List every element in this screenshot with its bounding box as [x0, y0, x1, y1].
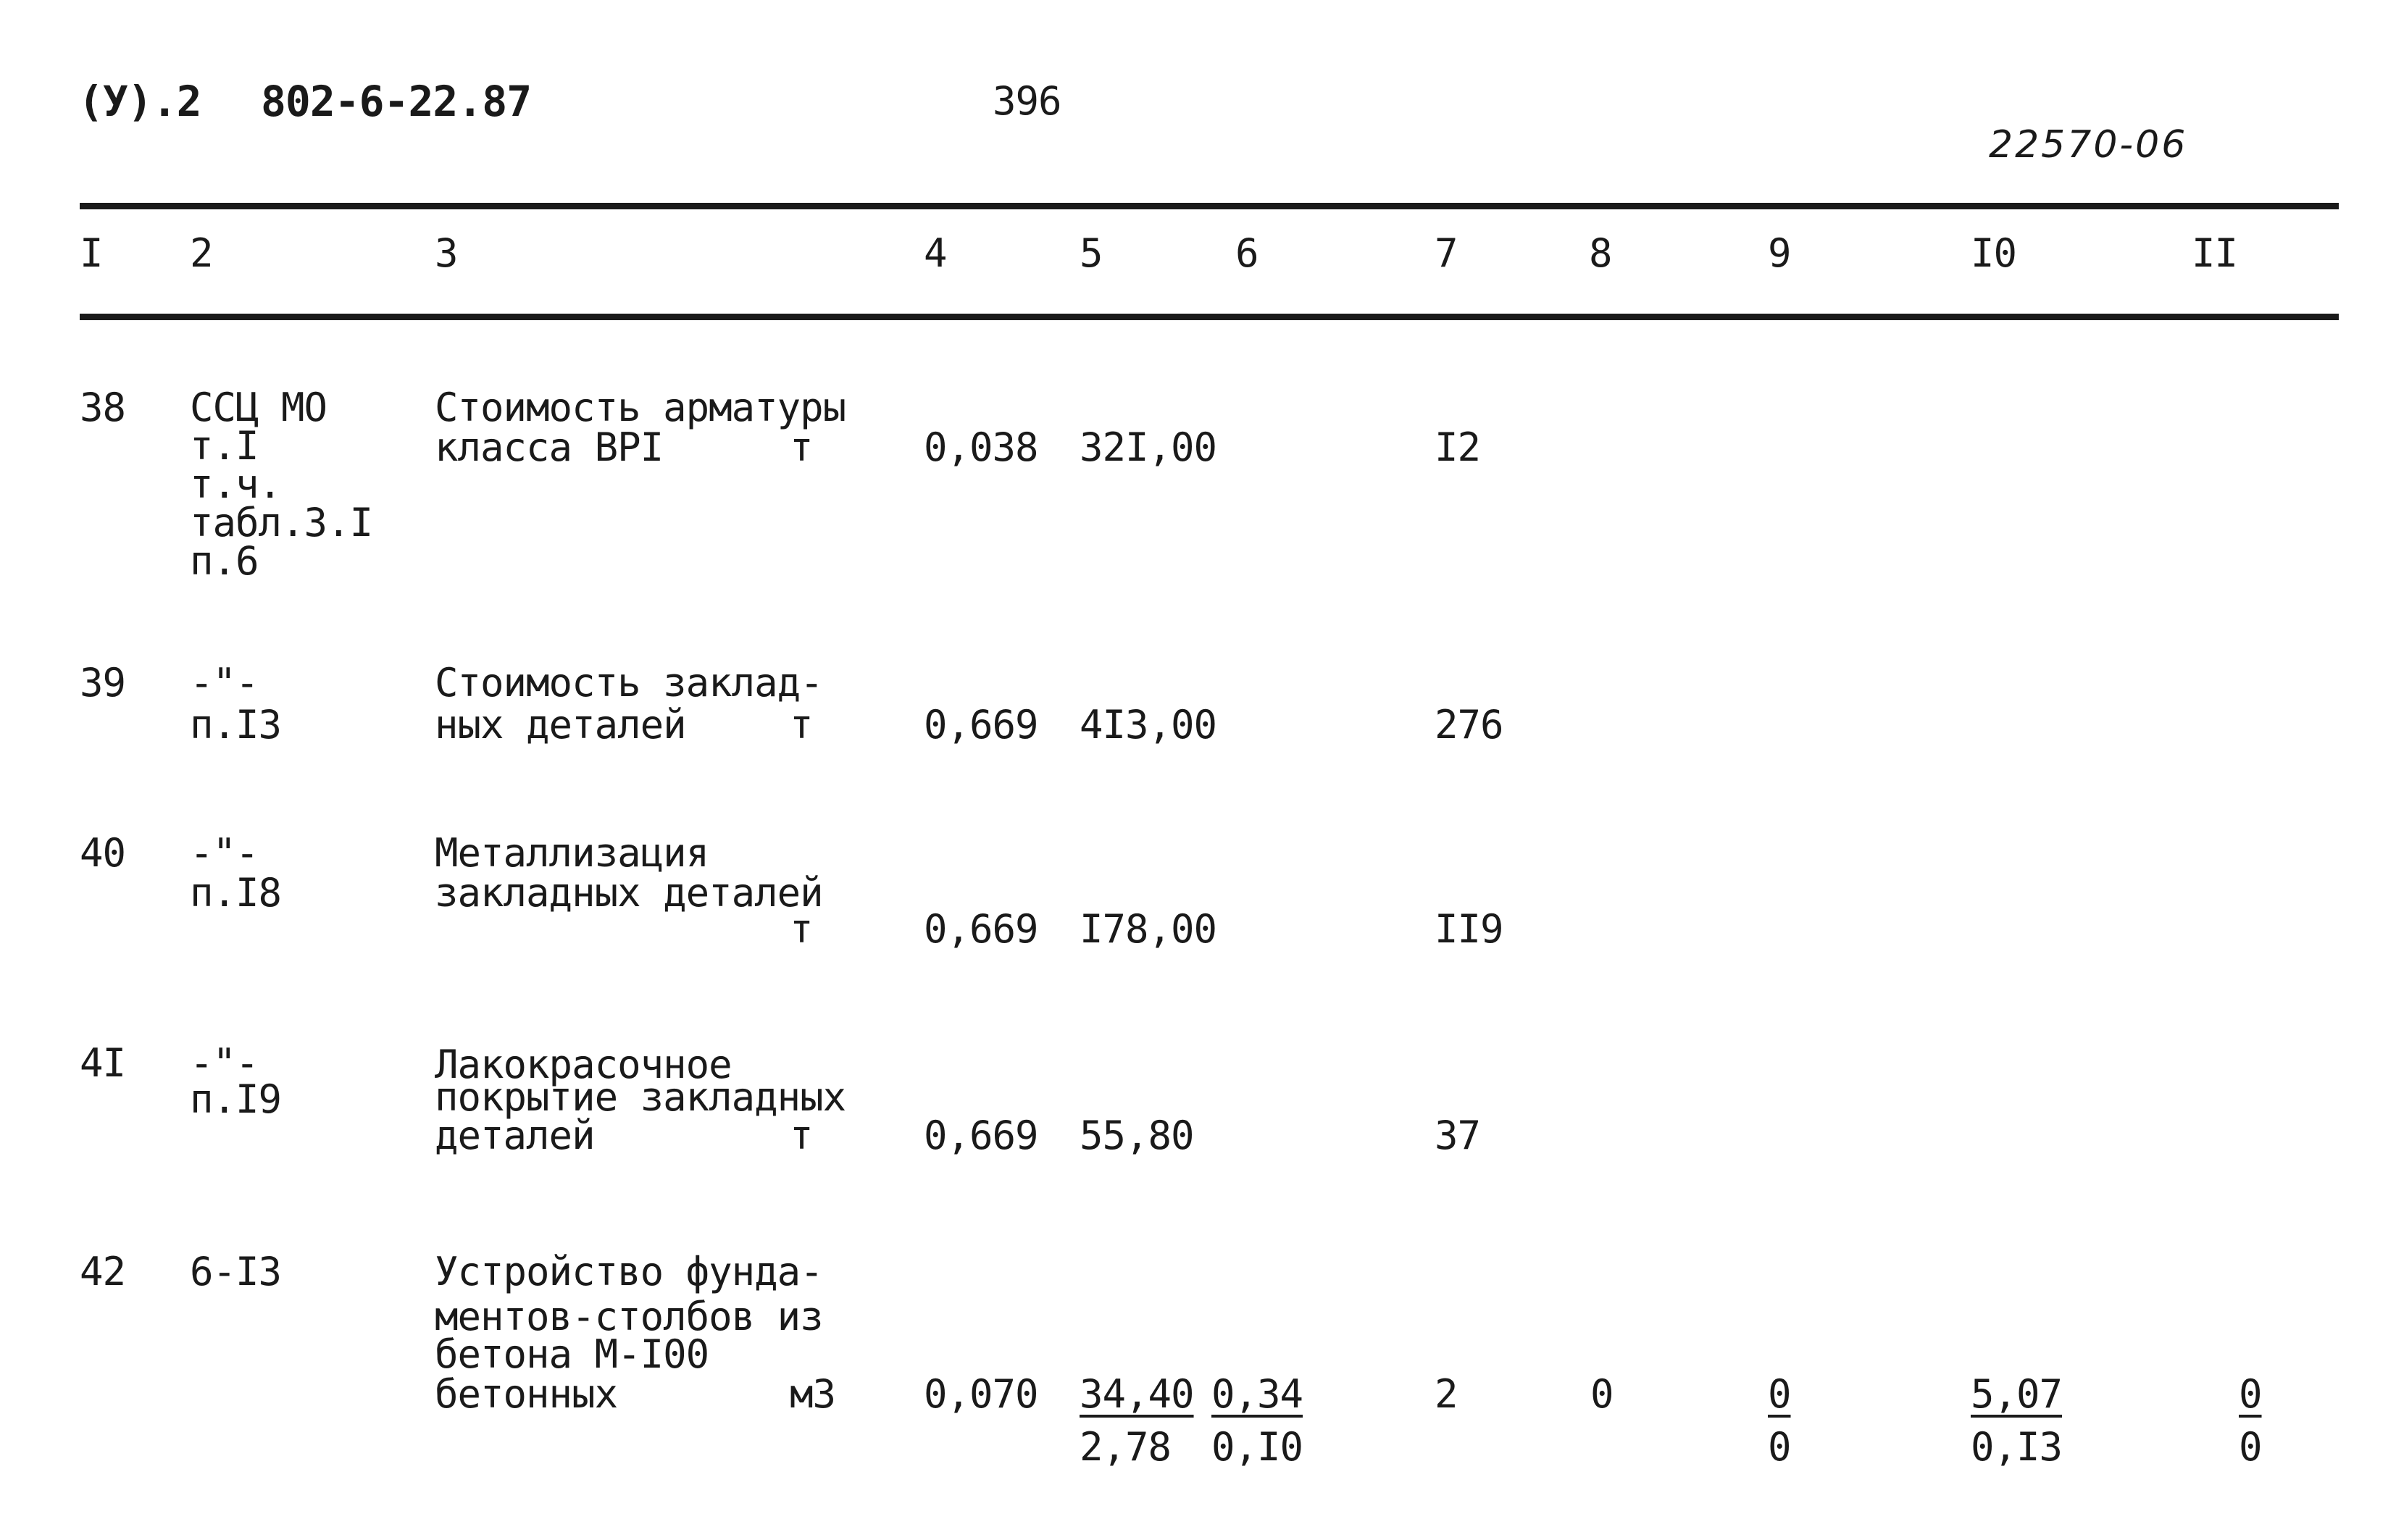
- column-header: 9: [1768, 230, 1791, 276]
- total-cost: I2: [1435, 424, 1481, 470]
- description-line: Стоимость заклад-: [435, 660, 823, 706]
- quantity: 0,669: [924, 702, 1038, 748]
- reference-line: т.I: [190, 423, 259, 469]
- row-number: 38: [80, 385, 126, 430]
- document-code: 802-6-22.87: [261, 77, 532, 126]
- description-line: Металлизация: [435, 830, 709, 876]
- reference-line: п.I9: [190, 1076, 282, 1122]
- unit-cost-secondary: 2,78: [1080, 1424, 1172, 1470]
- description-line: закладных деталей: [435, 870, 823, 916]
- unit-cost: 4I3,00: [1080, 702, 1217, 748]
- column-header: 6: [1235, 230, 1258, 276]
- description-line: покрытие закладных: [435, 1074, 846, 1120]
- sheet-label: (У).2: [78, 77, 201, 126]
- quantity: 0,669: [924, 906, 1038, 952]
- column-header: 2: [190, 230, 213, 276]
- column-header: I: [80, 230, 103, 276]
- total-cost: 276: [1435, 702, 1503, 748]
- table-header-rule: [80, 314, 2339, 320]
- reference-line: ССЦ МО: [190, 385, 327, 430]
- col10-value-secondary: 0,I3: [1971, 1424, 2063, 1470]
- unit: т: [790, 424, 813, 470]
- reference-line: 6-I3: [190, 1249, 282, 1294]
- unit: т: [790, 1113, 813, 1158]
- reference-line: -"-: [190, 1040, 259, 1086]
- col6-value-secondary: 0,I0: [1211, 1424, 1303, 1470]
- unit: м3: [790, 1371, 836, 1417]
- reference-line: п.I3: [190, 702, 282, 748]
- row-number: 40: [80, 830, 126, 876]
- col11-value-secondary: 0: [2239, 1424, 2262, 1470]
- quantity: 0,038: [924, 424, 1038, 470]
- column-header: 5: [1080, 230, 1103, 276]
- unit-cost: 55,80: [1080, 1113, 1194, 1158]
- column-header: 7: [1435, 230, 1458, 276]
- total-cost: II9: [1435, 906, 1503, 952]
- description-line: ных деталей: [435, 702, 686, 748]
- description-line: бетона М-I00: [435, 1331, 709, 1377]
- col6-value: 0,34: [1211, 1371, 1303, 1417]
- unit-cost: I78,00: [1080, 906, 1217, 952]
- row-number: 4I: [80, 1040, 126, 1086]
- reference-line: п.6: [190, 538, 259, 584]
- unit: т: [790, 702, 813, 748]
- column-header: I0: [1971, 230, 2017, 276]
- document-number: 22570-06: [1989, 123, 2188, 167]
- total-cost: 37: [1435, 1113, 1481, 1158]
- total-cost: 2: [1435, 1371, 1458, 1417]
- quantity: 0,669: [924, 1113, 1038, 1158]
- column-header: 4: [924, 230, 947, 276]
- unit-cost: 34,40: [1080, 1371, 1194, 1417]
- description-line: бетонных: [435, 1371, 618, 1417]
- column-header: 3: [435, 230, 458, 276]
- quantity: 0,070: [924, 1371, 1038, 1417]
- description-line: Лакокрасочное: [435, 1042, 732, 1087]
- reference-line: п.I8: [190, 870, 282, 916]
- column-header: 8: [1589, 230, 1612, 276]
- page-number: 396: [993, 78, 1061, 124]
- description-line: Стоимость арматуры: [435, 385, 846, 430]
- col9-value-secondary: 0: [1768, 1424, 1791, 1470]
- unit-cost: 32I,00: [1080, 424, 1217, 470]
- row-number: 42: [80, 1249, 126, 1294]
- column-header: II: [2192, 230, 2238, 276]
- description-line: ментов-столбов из: [435, 1294, 823, 1339]
- reference-line: -"-: [190, 660, 259, 706]
- col10-value: 5,07: [1971, 1371, 2063, 1417]
- row-number: 39: [80, 660, 126, 706]
- col11-value: 0: [2239, 1371, 2262, 1417]
- reference-line: -"-: [190, 830, 259, 876]
- unit: т: [790, 906, 813, 952]
- table-top-rule: [80, 203, 2339, 209]
- reference-line: т.ч.: [190, 461, 282, 507]
- description-line: деталей: [435, 1113, 595, 1158]
- reference-line: табл.3.I: [190, 500, 373, 545]
- description-line: класса ВРI: [435, 424, 664, 470]
- col8-value: 0: [1590, 1371, 1614, 1417]
- description-line: Устройство фунда-: [435, 1249, 823, 1294]
- col9-value: 0: [1768, 1371, 1791, 1417]
